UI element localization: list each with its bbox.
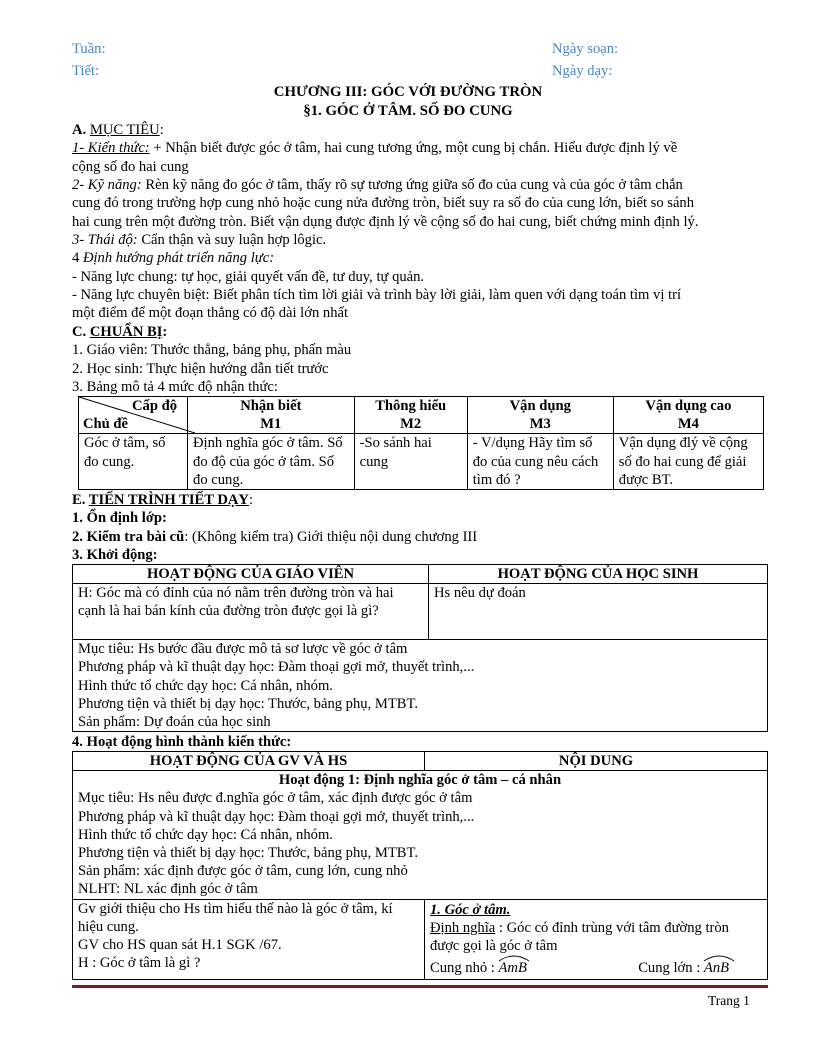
levels-table (78, 396, 764, 490)
knowledge-line: 1- Kiến thức: + Nhận biết được góc ở tâm, hai cung tương ứng, một cung bị chắn. Hiểu được định lý về (72, 140, 678, 156)
general-competency: - Năng lực chung: tự học, giải quyết vấn đề, tư duy, tự quản. (72, 269, 425, 285)
attitude-line: 3- Thái độ: Cẩn thận và suy luận hợp lôgic. (72, 232, 327, 248)
student-answer: Hs nêu dự đoán (429, 584, 768, 640)
period-label: Tiết: (72, 63, 100, 79)
competency-heading: 4 Định hướng phát triển năng lực: (72, 250, 275, 266)
prep-date-label: Ngày soạn: (552, 41, 619, 57)
m1-cell: Định nghĩa góc ở tâm. Số đo độ của góc ở tâm. Số đo cung. (188, 434, 355, 490)
footer-rule (72, 985, 768, 988)
col-content-header: NỘI DUNG (425, 752, 768, 771)
definition-text: : Góc có đỉnh trùng với tâm đường tròn được gọi là góc ở tâm (430, 919, 729, 955)
header-m3: Vận dụng M3 (467, 397, 613, 434)
knowledge-line-2: cộng số đo hai cung (72, 159, 189, 175)
knowledge-table (72, 751, 768, 980)
content-heading: 1. Góc ở tâm. (430, 901, 511, 918)
section-e-heading: E. TIẾN TRÌNH TIẾT DẠY: (72, 492, 254, 508)
activity1-details: Hoạt động 1: Định nghĩa góc ở tâm – cá nhân Mục tiêu: Hs nêu được đ.nghĩa góc ở tâm, xác định được góc ở tâm Phương pháp và kĩ thuật dạy học: Đàm thoại gợi mở, thuyết trình,... Hình thức tổ chức dạy học: Cá nhân, nhóm. Phương tiện và thiết bị dạy học: Thước, bảng phụ, MTBT. Sản phẩm: xác định được góc ở tâm, cung lớn, cung nhỏ NLHT: NL xác định góc ở tâm (73, 771, 768, 899)
corner-bottom-label: Chủ đề (83, 416, 129, 432)
lesson-title: §1. GÓC Ở TÂM. SỐ ĐO CUNG (303, 103, 513, 119)
section-a-heading: A. MỤC TIÊU: (72, 122, 164, 138)
arcs-line (430, 959, 762, 977)
header-m1: Nhận biết M1 (188, 397, 355, 434)
step-3: 3. Khởi động: (72, 547, 158, 563)
skill-line-2: cung đó trong trường hợp cung nhỏ hoặc cung nửa đường tròn, biết suy ra số đo của cung lớn, biết so sánh (72, 195, 695, 211)
minor-arc: AmB (499, 959, 527, 977)
activity-left-cell: Gv giới thiệu cho Hs tìm hiểu thế nào là góc ở tâm, kí hiệu cung. GV cho HS quan sát H.1 SGK /67. H : Góc ở tâm là gì ? (73, 899, 425, 979)
teach-date-label: Ngày dạy: (552, 63, 613, 79)
prep-student: 2. Học sinh: Thực hiện hướng dẫn tiết trước (72, 361, 329, 377)
specific-competency: - Năng lực chuyên biệt: Biết phân tích tìm lời giải và trình bày lời giải, làm quen với dạng toán tìm vị trí (72, 287, 682, 303)
header-m2: Thông hiểu M2 (354, 397, 467, 434)
major-arc-label: Cung lớn : (638, 960, 704, 977)
levels-corner-cell (79, 397, 188, 434)
topic-cell: Góc ở tâm, số đo cung. (79, 434, 188, 490)
content-right-cell (425, 899, 768, 979)
warmup-table (72, 564, 768, 732)
minor-arc-label: Cung nhỏ : (430, 960, 499, 977)
section-c-heading: C. CHUẨN BỊ: (72, 324, 168, 340)
m4-cell: Vận dụng đlý về cộng số đo hai cung để giải được BT. (613, 434, 763, 490)
prep-levels-intro: 3. Bảng mô tả 4 mức độ nhận thức: (72, 379, 278, 395)
major-arc: AnB (704, 959, 729, 977)
step-1: 1. Ổn định lớp: (72, 510, 167, 526)
step-4: 4. Hoạt động hình thành kiến thức: (72, 734, 292, 750)
teacher-question: H: Góc mà có đỉnh của nó nằm trên đường tròn và hai cạnh là hai bán kính của đường tròn được gọi là gì? (73, 584, 429, 640)
skill-line: 2- Kỹ năng: Rèn kỹ năng đo góc ở tâm, thấy rõ sự tương ứng giữa số đo của cung và của góc ở tâm chắn (72, 177, 683, 193)
definition-label: Định nghĩa (430, 919, 496, 936)
m3-cell: - V/dụng Hãy tìm số đo của cung nêu cách tìm đó ? (467, 434, 613, 490)
activity1-title: Hoạt động 1: Định nghĩa góc ở tâm – cá nhân (278, 772, 562, 789)
warmup-details: Mục tiêu: Hs bước đầu được mô tả sơ lược về góc ở tâm Phương pháp và kĩ thuật dạy học: Đàm thoại gợi mở, thuyết trình,... Hình thức tổ chức dạy học: Cá nhân, nhóm. Phương tiện và thiết bị dạy học: Thước, bảng phụ, MTBT. Sản phẩm: Dự đoán của học sinh (73, 640, 768, 732)
step-2: 2. Kiểm tra bài cũ: (Không kiểm tra) Giới thiệu nội dung chương III (72, 529, 478, 545)
col-teacher-header: HOẠT ĐỘNG CỦA GIÁO VIÊN (73, 565, 429, 584)
corner-top-label: Cấp độ (132, 398, 178, 414)
chapter-title: CHƯƠNG III: GÓC VỚI ĐƯỜNG TRÒN (273, 84, 543, 100)
col-activity-header: HOẠT ĐỘNG CỦA GV VÀ HS (73, 752, 425, 771)
week-label: Tuần: (72, 41, 106, 57)
page-number: Trang 1 (708, 993, 750, 1008)
header-m4: Vận dụng cao M4 (613, 397, 763, 434)
specific-competency-2: một điểm để một đoạn thẳng có độ dài lớn nhất (72, 305, 349, 321)
m2-cell: -So sánh hai cung (354, 434, 467, 490)
skill-line-3: hai cung trên một đường tròn. Biết vận dụng được định lý về cộng số đo hai cung, biết chứng minh định lý. (72, 214, 699, 230)
col-student-header: HOẠT ĐỘNG CỦA HỌC SINH (429, 565, 768, 584)
prep-teacher: 1. Giáo viên: Thước thẳng, bảng phụ, phấn màu (72, 342, 352, 358)
